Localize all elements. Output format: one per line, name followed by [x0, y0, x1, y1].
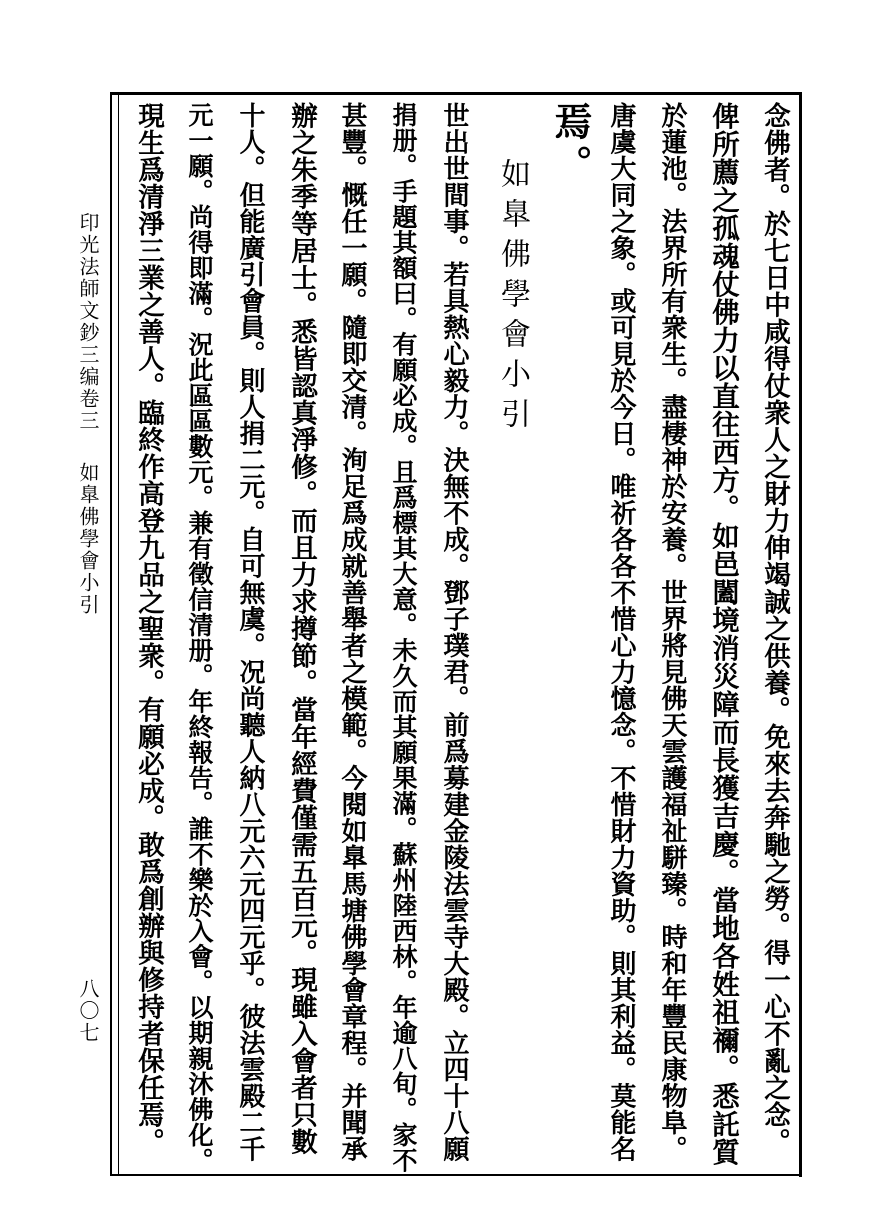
text-column-4: 唐虞大同之象。或可見於今日。唯祈各各不惜心力憶念。不惜財力資助。則其利益。莫能名: [606, 102, 636, 1162]
text-column-12: 元一願。尚得即滿。況此區區數元。兼有徵信清册。年終報告。誰不樂於入會。以期親沐佛化。: [185, 102, 214, 1173]
text-column-13: 現生爲清淨三業之善人。臨終作高登九品之聖衆。有願必成。敢爲創辦與修持者保任焉。: [133, 102, 164, 1155]
frame-right-rule: [799, 92, 802, 1177]
frame-top-rule: [110, 92, 802, 95]
text-column-5: 焉。: [548, 102, 593, 187]
text-column-1: 念佛者。於七日中咸得仗衆人之財力伸竭誠之供養。免來去奔馳之勞。得一心不亂之念。: [759, 102, 790, 1155]
frame-left-outer-rule: [110, 92, 112, 1176]
text-column-7: 世出世間事。若具熱心毅力。決無不成。鄧子璞君。前爲募建金陵法雲寺大殿。立四十八願: [439, 102, 469, 1162]
text-column-9: 甚豐。慨任一願。隨即交清。洵足爲成就善舉者之模範。今閱如臯馬塘佛學會章程。并聞承: [337, 102, 367, 1162]
text-column-11: 十人。但能廣引會員。則人捐二元。自可無虞。况尚聽人納八元六元四元乎。彼法雲殿二千: [235, 102, 265, 1162]
text-column-2: 俾所薦之孤魂仗佛力以直往西方。如邑闔境消災障而長獲吉慶。當地各姓祖禰。悉託質: [707, 102, 739, 1166]
section-title-margin: 如臯佛學會小引: [76, 462, 100, 616]
frame-left-inner-rule: [118, 92, 119, 1176]
text-column-8: 捐册。手題其額曰。有願必成。且爲標其大意。未久而其願果滿。蘇州陸西林。年逾八旬。家不: [389, 102, 418, 1173]
text-column-10: 辦之朱季等居士。悉皆認真淨修。而且力求撙節。當年經費僅需五百元。現雖入會者只數: [286, 102, 317, 1155]
book-title: 印光法師文鈔三编卷三: [76, 212, 100, 432]
section-heading: 如臯佛學會小引: [495, 158, 530, 438]
text-column-3: 於蓮池。法界所有衆生。盡棲神於安養。世界將見佛天雲護福祉駢臻。時和年豐民康物阜。: [657, 102, 687, 1162]
frame-bottom-rule: [110, 1174, 802, 1176]
page-number: 八〇七: [76, 978, 100, 1044]
